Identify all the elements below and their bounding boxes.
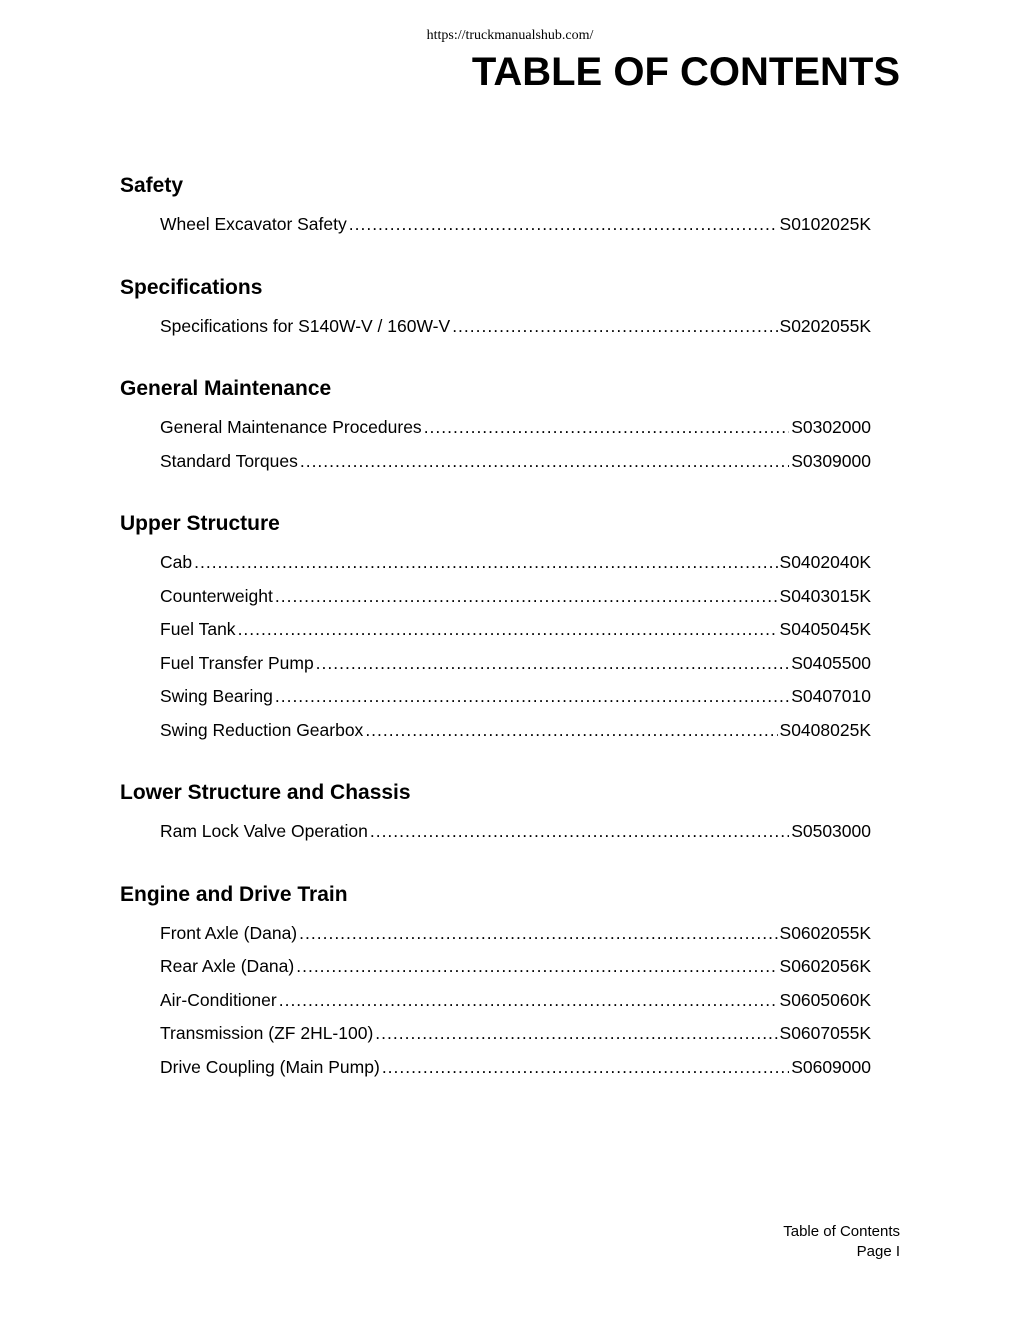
dot-leader <box>296 950 777 984</box>
toc-section-general-maintenance <box>120 374 871 478</box>
entry-code: S0602055K <box>779 922 871 943</box>
entry-code: S0602056K <box>779 956 871 976</box>
page-title: TABLE OF CONTENTS <box>471 50 900 94</box>
dot-leader <box>370 815 789 849</box>
section-title: Upper Structure <box>120 512 280 535</box>
entry-name: Counterweight <box>160 585 273 606</box>
entry-code: S0302000 <box>791 417 871 437</box>
entry-name: Swing Bearing <box>160 686 273 706</box>
toc-section-lower-structure <box>120 778 871 849</box>
entry-code: S0402040K <box>779 552 871 572</box>
toc-entry[interactable] <box>160 1017 871 1051</box>
entry-name: Fuel Transfer Pump <box>160 652 314 673</box>
entry-name: Front Axle (Dana) <box>160 922 298 943</box>
entry-code: S0503000 <box>791 821 871 841</box>
entry-name: Fuel Tank <box>160 619 236 639</box>
toc-entry[interactable] <box>160 1051 871 1085</box>
entry-name: Transmission (ZF 2HL-100) <box>160 1023 374 1043</box>
section-title: General Maintenance <box>120 377 332 400</box>
entry-code: S0102025K <box>779 214 871 234</box>
toc-entry[interactable] <box>160 310 871 344</box>
entry-code: S0605060K <box>779 989 871 1010</box>
entry-code: S0202055K <box>779 315 871 336</box>
toc-section-specifications <box>120 273 871 344</box>
entry-code: S0403015K <box>779 585 871 606</box>
entry-name: General Maintenance Procedures <box>160 417 422 437</box>
dot-leader <box>365 714 777 748</box>
page-footer <box>783 1222 900 1262</box>
toc-section-safety <box>120 171 871 242</box>
entry-code: S0408025K <box>779 719 871 740</box>
dot-leader <box>300 445 789 479</box>
entry-name: Drive Coupling (Main Pump) <box>160 1056 380 1077</box>
dot-leader <box>275 680 789 714</box>
page-number: Page I <box>856 1243 900 1260</box>
dot-leader <box>375 1017 777 1051</box>
entry-name: Standard Torques <box>160 450 298 471</box>
section-entries <box>120 411 871 478</box>
entry-name: Wheel Excavator Safety <box>160 214 347 234</box>
section-entries <box>120 208 871 242</box>
toc-entry[interactable] <box>160 546 871 580</box>
section-title: Specifications <box>120 275 263 299</box>
dot-leader <box>194 546 777 580</box>
section-entries <box>120 546 871 747</box>
entry-name: Ram Lock Valve Operation <box>160 821 368 841</box>
toc-entry[interactable] <box>160 411 871 445</box>
toc-entry[interactable] <box>160 917 871 951</box>
source-url: https://truckmanualshub.com/ <box>426 28 594 43</box>
entry-name: Cab <box>160 552 193 572</box>
entry-name: Rear Axle (Dana) <box>160 956 295 976</box>
section-title: Lower Structure and Chassis <box>120 781 411 804</box>
dot-leader <box>299 917 777 951</box>
entry-name: Specifications for S140W-V / 160W-V <box>160 315 451 336</box>
footer-doc-title: Table of Contents <box>783 1223 900 1240</box>
toc-entry[interactable] <box>160 984 871 1018</box>
section-entries <box>120 310 871 344</box>
toc-entry[interactable] <box>160 680 871 714</box>
entry-code: S0405045K <box>779 619 871 639</box>
toc-entry[interactable] <box>160 714 871 748</box>
dot-leader <box>382 1051 789 1085</box>
dot-leader <box>424 411 790 445</box>
toc-entry[interactable] <box>160 950 871 984</box>
table-of-contents <box>120 171 871 1115</box>
entry-name: Air-Conditioner <box>160 989 277 1010</box>
entry-code: S0405500 <box>791 652 871 673</box>
entry-code: S0607055K <box>779 1023 871 1043</box>
section-entries <box>120 815 871 849</box>
toc-entry[interactable] <box>160 815 871 849</box>
section-title: Safety <box>120 174 184 197</box>
entry-code: S0609000 <box>791 1056 871 1077</box>
section-entries <box>120 917 871 1085</box>
dot-leader <box>349 208 778 242</box>
section-title: Engine and Drive Train <box>120 882 348 906</box>
toc-section-engine-drive-train <box>120 880 871 1085</box>
dot-leader <box>316 647 790 681</box>
entry-code: S0407010 <box>791 686 871 706</box>
entry-name: Swing Reduction Gearbox <box>160 719 364 740</box>
toc-entry[interactable] <box>160 647 871 681</box>
dot-leader <box>452 310 777 344</box>
toc-entry[interactable] <box>160 580 871 614</box>
toc-entry[interactable] <box>160 445 871 479</box>
toc-section-upper-structure <box>120 509 871 747</box>
toc-entry[interactable] <box>160 208 871 242</box>
entry-code: S0309000 <box>791 450 871 471</box>
toc-entry[interactable] <box>160 613 871 647</box>
dot-leader <box>279 984 778 1018</box>
dot-leader <box>275 580 778 614</box>
dot-leader <box>238 613 778 647</box>
